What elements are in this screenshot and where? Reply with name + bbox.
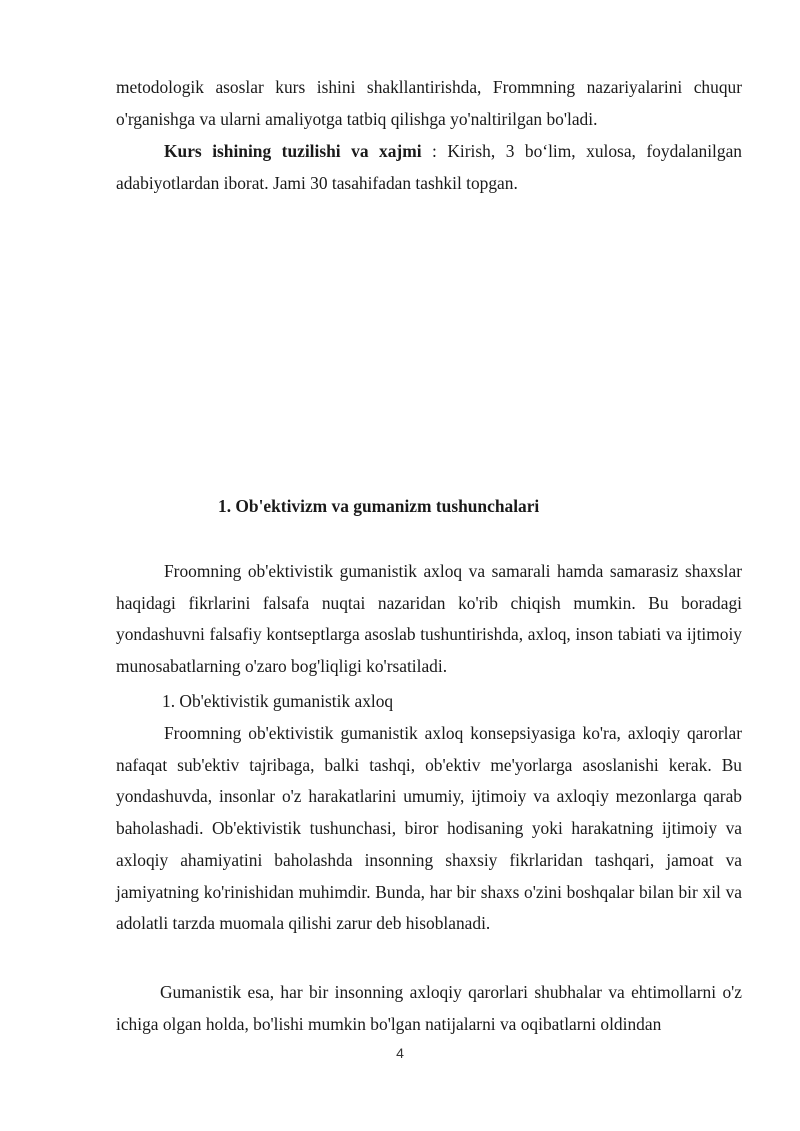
paragraph-3: Gumanistik esa, har bir insonning axloqiy qarorlari shubhalar va ehtimollarni o'z ichiga olgan holda, bo'lishi mumkin bo'lgan natijalarni va oqibatlarni oldindan (116, 982, 742, 1034)
page-number: 4 (396, 1045, 404, 1061)
subheading: 1. Ob'ektivistik gumanistik axloq (162, 691, 394, 711)
structure-label: Kurs ishining tuzilishi va xajmi (164, 141, 422, 161)
section-title: Ob'ektivizm va gumanizm tushunchalari (235, 496, 540, 516)
section-number: 1. (218, 496, 236, 516)
intro-continuation-paragraph: metodologik asoslar kurs ishini shakllantirishda, Frommning nazariyalarini chuqur o'rganishga va ularni amaliyotga tatbiq qilishga yo'naltirilgan bo'ladi. (116, 77, 742, 129)
structure-text: : Kirish, 3 bo‘lim, xulosa, foydalanilgan adabiyotlardan iborat. Jami 30 tasahifadan tashkil topgan. (116, 141, 743, 193)
section-heading (218, 491, 539, 523)
paragraph-1: Froomning ob'ektivistik gumanistik axloq va samarali hamda samarasiz shaxslar haqidagi fikrlarini falsafa nuqtai nazaridan ko'rib chiqish mumkin. Bu boradagi yondashuvni falsafiy kontseptlarga asoslab tushuntirishda, axloq, inson tabiati va ijtimoiy munosabatlarning o'zaro bog'liqligi ko'rsatiladi. (116, 561, 742, 677)
paragraph-2: Froomning ob'ektivistik gumanistik axloq konsepsiyasiga ko'ra, axloqiy qarorlar nafaqat sub'ektiv tajribaga, balki tashqi, ob'ektiv me'yorlarga asoslanishi kerak. Bu yondashuvda, insonlar o'z harakatlarini umumiy, ijtimoiy va axloqiy mezonlarga qarab baholashadi. Ob'ektivistik tushunchasi, biror hodisaning yoki harakatning ijtimoiy va axloqiy ahamiyatini baholashda insonning shaxsiy fikrlaridan tashqari, jamoat va jamiyatning ko'rinishidan muhimdir. Bunda, har bir shaxs o'zini boshqalar bilan bir xil va adolatli tarzda muomala qilishi zarur deb hisoblanadi. (116, 723, 742, 934)
structure-paragraph (116, 136, 742, 199)
